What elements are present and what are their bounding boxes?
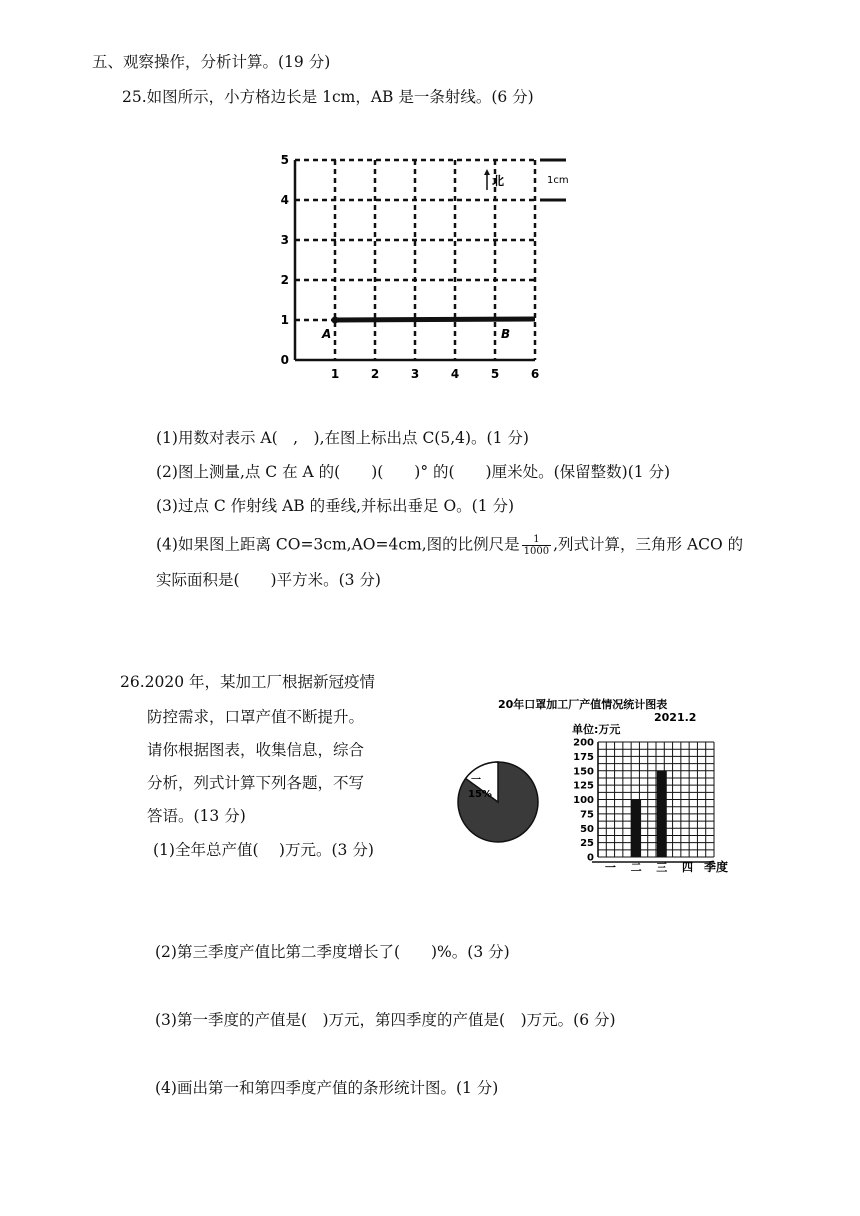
bar-chart-y-ticks xyxy=(573,738,594,864)
q26-sub1: (1)全年总产值( )万元。(3 分) xyxy=(153,841,374,859)
y-tick-label: 150 xyxy=(573,766,594,778)
scale-label: 1cm xyxy=(547,175,569,186)
pie-chart xyxy=(458,762,538,842)
y-tick-label: 125 xyxy=(573,780,594,792)
q25-sub3: (3)过点 C 作射线 AB 的垂线,并标出垂足 O。(1 分) xyxy=(156,497,515,515)
q25-stem: 25.如图所示，小方格边长是 1cm，AB 是一条射线。(6 分) xyxy=(122,88,534,106)
q26-chart xyxy=(440,690,740,890)
q25-grid-figure xyxy=(270,148,570,388)
ray-ab xyxy=(335,319,535,320)
x-tick-4: 4 xyxy=(450,367,460,381)
q26-sub2: (2)第三季度产值比第二季度增长了( )%。(3 分) xyxy=(155,943,510,961)
y-tick-2: 2 xyxy=(280,273,289,287)
chart-unit-label: 单位:万元 xyxy=(572,723,621,736)
y-tick-label: 175 xyxy=(573,751,594,763)
q26-sub3: (3)第一季度的产值是( )万元，第四季度的产值是( )万元。(6 分) xyxy=(155,1011,616,1029)
y-tick-label: 0 xyxy=(587,852,594,864)
x-tick-labels xyxy=(331,367,539,381)
pie-highlight-percent: 15% xyxy=(468,789,492,800)
q25-sub4-line2: 实际面积是( )平方米。(3 分) xyxy=(156,571,381,589)
chart-date: 2021.2 xyxy=(654,711,697,724)
q26-stem-line-5: 答语。(13 分) xyxy=(147,807,246,825)
section-title: 五、观察操作，分析计算。(19 分) xyxy=(92,53,331,71)
chart-title: 20年口罩加工厂产值情况统计图表 xyxy=(498,698,668,711)
north-arrow-icon xyxy=(484,169,490,190)
bar-chart-grid xyxy=(592,742,714,862)
x-category-label: 四 xyxy=(681,861,693,874)
pie-highlight-label: 一 xyxy=(471,775,481,786)
y-tick-0: 0 xyxy=(280,353,289,367)
bar-三 xyxy=(657,771,667,857)
q25-sub4-before: (4)如果图上距离 CO=3cm,AO=4cm,图的比例尺是 xyxy=(156,535,520,554)
x-tick-3: 3 xyxy=(410,367,420,381)
north-label: 北 xyxy=(492,174,505,188)
scale-fraction xyxy=(522,534,551,557)
x-tick-1: 1 xyxy=(330,367,340,381)
q26-sub4: (4)画出第一和第四季度产值的条形统计图。(1 分) xyxy=(155,1079,499,1097)
scale-fraction-numerator: 1 xyxy=(522,534,551,546)
x-tick-5: 5 xyxy=(490,367,500,381)
x-category-label: 三 xyxy=(656,861,668,874)
bar-chart-x-axis-label: 季度 xyxy=(704,860,729,874)
bar-二 xyxy=(631,800,641,858)
x-tick-6: 6 xyxy=(530,367,540,381)
q25-sub4-after: ,列式计算，三角形 ACO 的 xyxy=(553,535,744,554)
q25-sub4-line1 xyxy=(156,534,743,557)
y-tick-1: 1 xyxy=(280,313,289,327)
y-tick-4: 4 xyxy=(280,193,289,207)
q26-stem-line-4: 分析，列式计算下列各题，不写 xyxy=(147,774,365,792)
q25-sub2: (2)图上测量,点 C 在 A 的( )( )° 的( )厘米处。(保留整数)(1 分) xyxy=(156,463,671,481)
y-tick-label: 25 xyxy=(580,838,594,850)
y-tick-5: 5 xyxy=(280,153,289,167)
y-tick-label: 75 xyxy=(580,809,594,821)
y-tick-labels xyxy=(281,153,289,367)
q26-stem-line-3: 请你根据图表，收集信息，综合 xyxy=(147,741,365,759)
q26-stem-line-2: 防控需求，口罩产值不断提升。 xyxy=(147,708,365,726)
point-a-label: A xyxy=(322,327,332,341)
bar-chart-x-labels xyxy=(605,861,693,874)
scale-fraction-denominator: 1000 xyxy=(523,546,550,557)
q26-stem-line-1: 26.2020 年，某加工厂根据新冠疫情 xyxy=(120,673,376,691)
point-b-label: B xyxy=(501,327,511,341)
x-category-label: 二 xyxy=(630,861,642,874)
y-tick-label: 100 xyxy=(573,795,594,806)
x-category-label: 一 xyxy=(604,861,616,874)
y-tick-label: 50 xyxy=(580,823,594,835)
x-tick-2: 2 xyxy=(370,367,380,381)
y-tick-3: 3 xyxy=(280,233,289,247)
y-tick-label: 200 xyxy=(573,737,594,749)
point-a xyxy=(332,317,339,324)
q25-sub1: (1)用数对表示 A( , ),在图上标出点 C(5,4)。(1 分) xyxy=(156,429,529,447)
